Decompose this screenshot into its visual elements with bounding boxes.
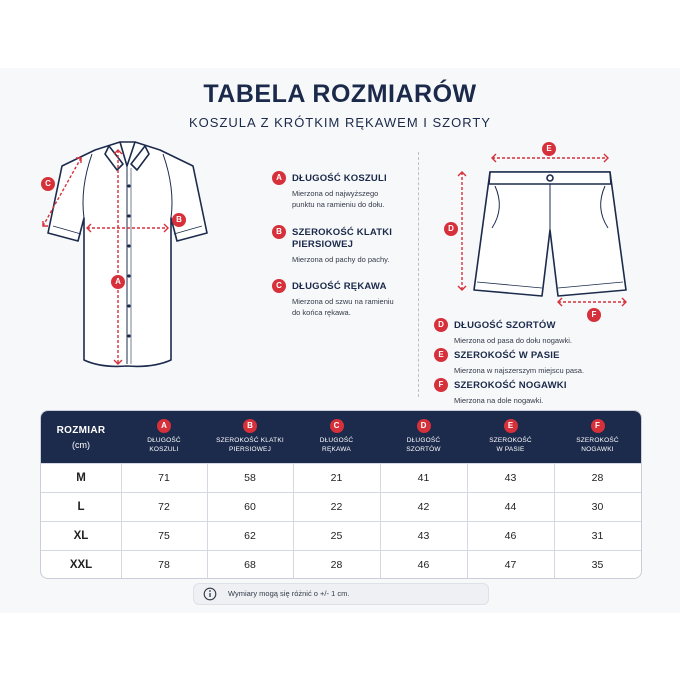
table-row — [41, 521, 641, 550]
column-badge: F — [591, 419, 605, 433]
value-cell: 43 — [504, 472, 517, 484]
table-row — [41, 492, 641, 521]
callout-title: DŁUGOŚĆ KOSZULI — [292, 173, 387, 184]
callout-title: DŁUGOŚĆ SZORTÓW — [454, 320, 556, 331]
callout-leg-width — [434, 378, 634, 406]
value-cell: 21 — [330, 472, 343, 484]
column-divider — [380, 463, 381, 578]
column-header-d — [380, 411, 467, 463]
callout-shorts-length — [434, 318, 634, 346]
callout-title: DŁUGOŚĆ RĘKAWA — [292, 281, 387, 292]
shirt-length-marker: A — [111, 275, 125, 289]
table-header — [41, 411, 641, 463]
value-cell: 68 — [244, 559, 256, 571]
chest-width-marker: B — [172, 213, 186, 227]
value-cell: 46 — [417, 559, 430, 571]
value-cell: 35 — [591, 559, 604, 571]
callout-badge: B — [272, 225, 286, 239]
size-cell: XXL — [69, 559, 93, 571]
callout-description — [292, 296, 412, 318]
callout-title-line: SZEROKOŚĆ KLATKI — [292, 227, 393, 238]
column-divider — [554, 463, 555, 578]
callout-title — [292, 227, 412, 251]
size-header-label: ROZMIAR — [56, 425, 106, 436]
shirt-illustration — [25, 128, 225, 378]
column-label: RĘKAWA — [322, 446, 351, 453]
value-cell: 47 — [504, 559, 517, 571]
value-cell: 25 — [330, 530, 343, 542]
size-cell: M — [76, 472, 86, 484]
callout-description: Mierzona na dole nogawki. — [454, 396, 544, 405]
callout-desc-line: punktu na ramieniu do dołu. — [292, 200, 385, 209]
callout-badge: C — [272, 279, 286, 293]
size-column-header — [41, 411, 121, 463]
value-cell: 72 — [158, 501, 170, 513]
value-cell: 22 — [330, 501, 343, 513]
column-label: SZORTÓW — [406, 446, 441, 453]
section-divider — [418, 152, 419, 397]
column-badge: A — [157, 419, 171, 433]
value-cell: 41 — [417, 472, 430, 484]
column-badge: D — [417, 419, 431, 433]
value-cell: 62 — [244, 530, 256, 542]
column-header-f — [554, 411, 641, 463]
size-cell: L — [77, 501, 85, 513]
shorts-length-marker: D — [444, 222, 458, 236]
callout-badge: D — [434, 318, 448, 332]
callout-badge: F — [434, 378, 448, 392]
tolerance-note — [193, 583, 489, 605]
table-row — [41, 550, 641, 579]
value-cell: 42 — [417, 501, 430, 513]
callout-badge: E — [434, 348, 448, 362]
shorts-illustration — [440, 142, 650, 317]
unit-label: (cm) — [72, 440, 90, 450]
value-cell: 75 — [158, 530, 170, 542]
callout-title: SZEROKOŚĆ NOGAWKI — [454, 380, 567, 391]
value-cell: 71 — [158, 472, 170, 484]
column-label: SZEROKOŚĆ — [489, 437, 532, 444]
column-divider — [207, 463, 208, 578]
value-cell: 43 — [417, 530, 430, 542]
tolerance-note-text: Wymiary mogą się różnić o +/- 1 cm. — [228, 589, 350, 598]
value-cell: 58 — [244, 472, 256, 484]
value-cell: 28 — [591, 472, 604, 484]
callout-desc-line: do końca rękawa. — [292, 308, 351, 317]
callout-title-line: PIERSIOWEJ — [292, 239, 354, 250]
leg-width-marker: F — [587, 308, 601, 322]
column-label: W PASIE — [496, 446, 525, 453]
callout-desc-line: Mierzona od najwyższego — [292, 189, 379, 198]
value-cell: 31 — [591, 530, 604, 542]
callout-description: Mierzona od pachy do pachy. — [292, 255, 390, 264]
size-table — [40, 410, 642, 579]
callout-badge: A — [272, 171, 286, 185]
column-divider — [467, 463, 468, 578]
callout-shirt-length — [272, 171, 412, 210]
value-cell: 28 — [330, 559, 343, 571]
callout-title: SZEROKOŚĆ W PASIE — [454, 350, 560, 361]
table-row — [41, 463, 641, 492]
value-cell: 44 — [504, 501, 517, 513]
column-header-a — [121, 411, 207, 463]
callout-waist-width — [434, 348, 634, 376]
waist-width-marker: E — [542, 142, 556, 156]
callout-description: Mierzona od pasa do dołu nogawki. — [454, 336, 572, 345]
info-icon — [203, 587, 217, 601]
size-cell: XL — [73, 530, 89, 542]
column-label: PIERSIOWEJ — [228, 446, 272, 453]
value-cell: 60 — [244, 501, 256, 513]
column-label: DŁUGOŚĆ — [319, 437, 354, 444]
callout-sleeve-length — [272, 279, 412, 318]
column-divider — [293, 463, 294, 578]
callout-description — [292, 188, 412, 210]
column-divider — [121, 463, 122, 578]
column-header-b — [207, 411, 293, 463]
page-title: TABELA ROZMIARÓW — [203, 80, 477, 108]
value-cell: 30 — [591, 501, 604, 513]
column-header-c — [293, 411, 380, 463]
sleeve-length-marker: C — [41, 177, 55, 191]
callout-description: Mierzona w najszerszym miejscu pasa. — [454, 366, 585, 375]
page-subtitle: KOSZULA Z KRÓTKIM RĘKAWEM I SZORTY — [189, 115, 491, 130]
column-badge: E — [504, 419, 518, 433]
column-label: SZEROKOŚĆ — [576, 437, 619, 444]
value-cell: 46 — [504, 530, 517, 542]
column-header-e — [467, 411, 554, 463]
callout-desc-line: Mierzona od szwu na ramieniu — [292, 297, 394, 306]
column-label: DŁUGOŚĆ — [406, 437, 441, 444]
column-label: NOGAWKI — [581, 446, 614, 453]
column-label: KOSZULI — [149, 446, 179, 453]
column-badge: B — [243, 419, 257, 433]
column-label: DŁUGOŚĆ — [147, 437, 181, 444]
column-label: SZEROKOŚĆ KLATKI — [216, 437, 284, 444]
callout-chest-width — [272, 225, 412, 265]
value-cell: 78 — [158, 559, 170, 571]
column-badge: C — [330, 419, 344, 433]
